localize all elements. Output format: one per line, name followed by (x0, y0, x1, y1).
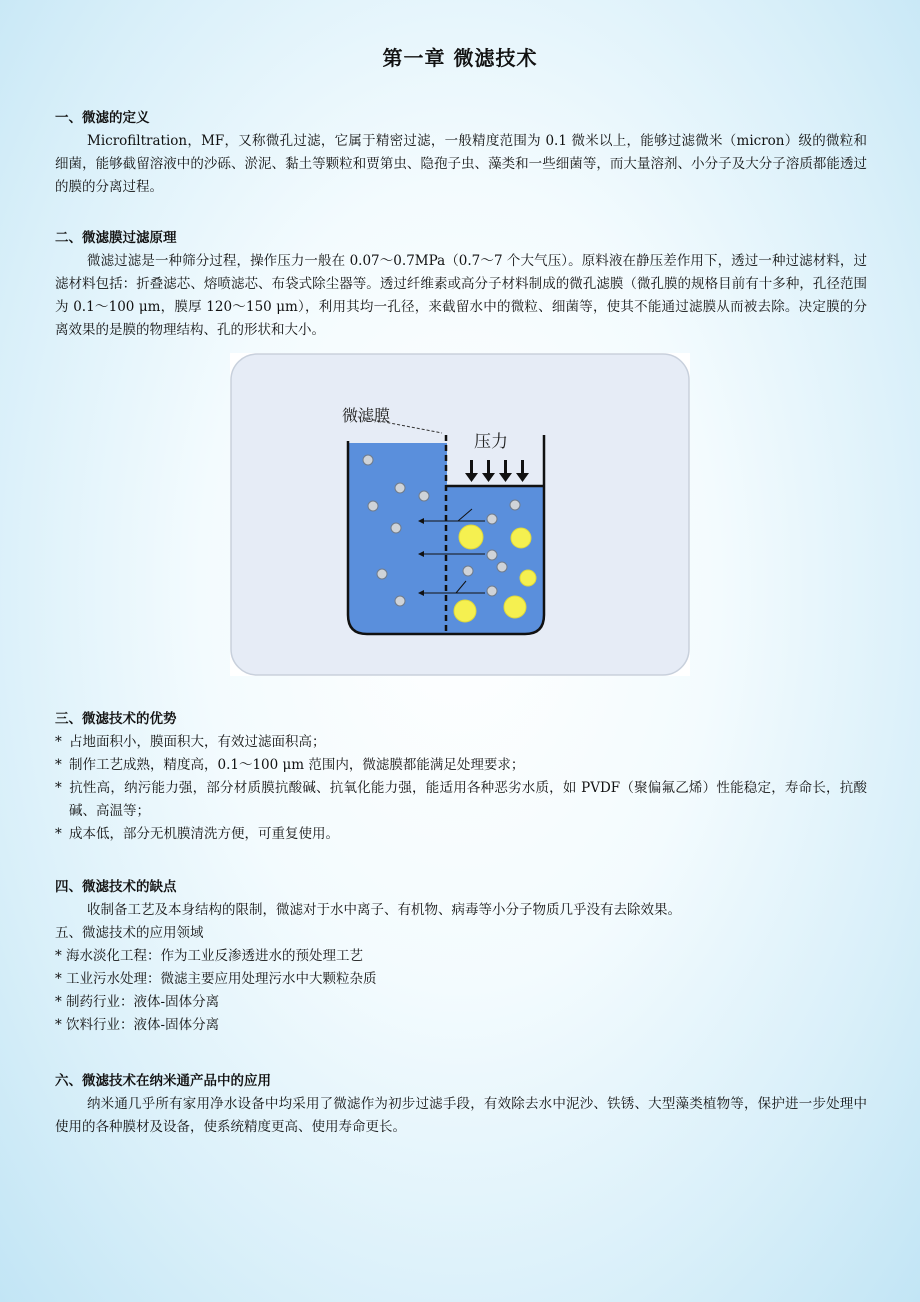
section-paragraph: 微滤过滤是一种筛分过程，操作压力一般在 0.07～0.7MPa（0.7～7 个大气压）。原料液在静压差作用下，透过一种过滤材料，过滤材料包括：折叠滤芯、熔喷滤芯、布袋式除尘器等。透过纤维素或高分子材料制成的微孔滤膜（微孔膜的规格目前有十多种，孔径范围为 0.1～100 μm，膜厚 120～150 μm），利用其均一孔径，来截留水中的微粒、细菌等，使其不能通过滤膜从而被去除。决定膜的分离效果的是膜的物理结构、孔的形状和大小。 (55, 253, 867, 338)
section-paragraph: 收制备工艺及本身结构的限制，微滤对于水中离子、有机物、病毒等小分子物质几乎没有去除效果。 (87, 902, 681, 918)
section-principle (55, 227, 867, 342)
list-item: * 工业污水处理：微滤主要应用处理污水中大颗粒杂质 (55, 971, 377, 987)
list-item-text: 抗性高，纳污能力强，部分材质膜抗酸碱、抗氧化能力强，能适用各种恶劣水质，如 PVDF（聚偏氟乙烯）性能稳定，寿命长，抗酸碱、高温等； (69, 780, 867, 819)
section-heading: 一、微滤的定义 (55, 110, 150, 126)
bullet-star: * (55, 757, 62, 773)
section-heading-applications: 五、微滤技术的应用领域 (55, 925, 204, 941)
bullet-star: * (55, 826, 62, 842)
list-item-text: 成本低，部分无机膜清洗方便，可重复使用。 (69, 826, 339, 842)
list-item-text: 制作工艺成熟，精度高，0.1～100 μm 范围内，微滤膜都能满足处理要求； (69, 757, 525, 773)
list-item (55, 754, 867, 777)
list-item (55, 777, 867, 823)
bullet-star: * (55, 734, 62, 750)
list-item-text: 占地面积小，膜面积大，有效过滤面积高； (69, 734, 326, 750)
section-product-application (55, 1070, 867, 1139)
section-paragraph: Microfiltration，MF，又称微孔过滤，它属于精密过滤，一般精度范围为 0.1 微米以上，能够过滤微米（micron）级的微粒和细菌，能够截留溶液中的沙砾、淤泥、黏土等颗粒和贾第虫、隐孢子虫、藻类和一些细菌等，而大量溶剂、小分子及大分子溶质都能透过的膜的分离过程。 (55, 133, 867, 195)
section-heading: 四、微滤技术的缺点 (55, 879, 177, 895)
list-item (55, 823, 867, 846)
list-item: * 制药行业：液体-固体分离 (55, 994, 220, 1010)
list-item (55, 731, 867, 754)
section-advantages (55, 708, 867, 846)
microfiltration-diagram (230, 353, 690, 676)
section-disadvantages (55, 876, 867, 1037)
bullet-star: * (55, 780, 62, 796)
membrane-label: 微滤膜 (342, 406, 391, 425)
chapter-title: 第一章 微滤技术 (382, 46, 538, 70)
list-item: * 饮料行业：液体-固体分离 (55, 1017, 220, 1033)
list-item: * 海水淡化工程：作为工业反渗透进水的预处理工艺 (55, 948, 364, 964)
section-definition (55, 107, 867, 199)
section-heading: 二、微滤膜过滤原理 (55, 230, 177, 246)
pressure-label: 压力 (474, 432, 508, 452)
section-paragraph: 纳米通几乎所有家用净水设备中均采用了微滤作为初步过滤手段，有效除去水中泥沙、铁锈、大型藻类植物等，保护进一步处理中使用的各种膜材及设备，使系统精度更高、使用寿命更长。 (55, 1096, 867, 1135)
diagram-svg (230, 353, 690, 676)
section-heading: 六、微滤技术在纳米通产品中的应用 (55, 1073, 271, 1089)
section-heading: 三、微滤技术的优势 (55, 711, 177, 727)
